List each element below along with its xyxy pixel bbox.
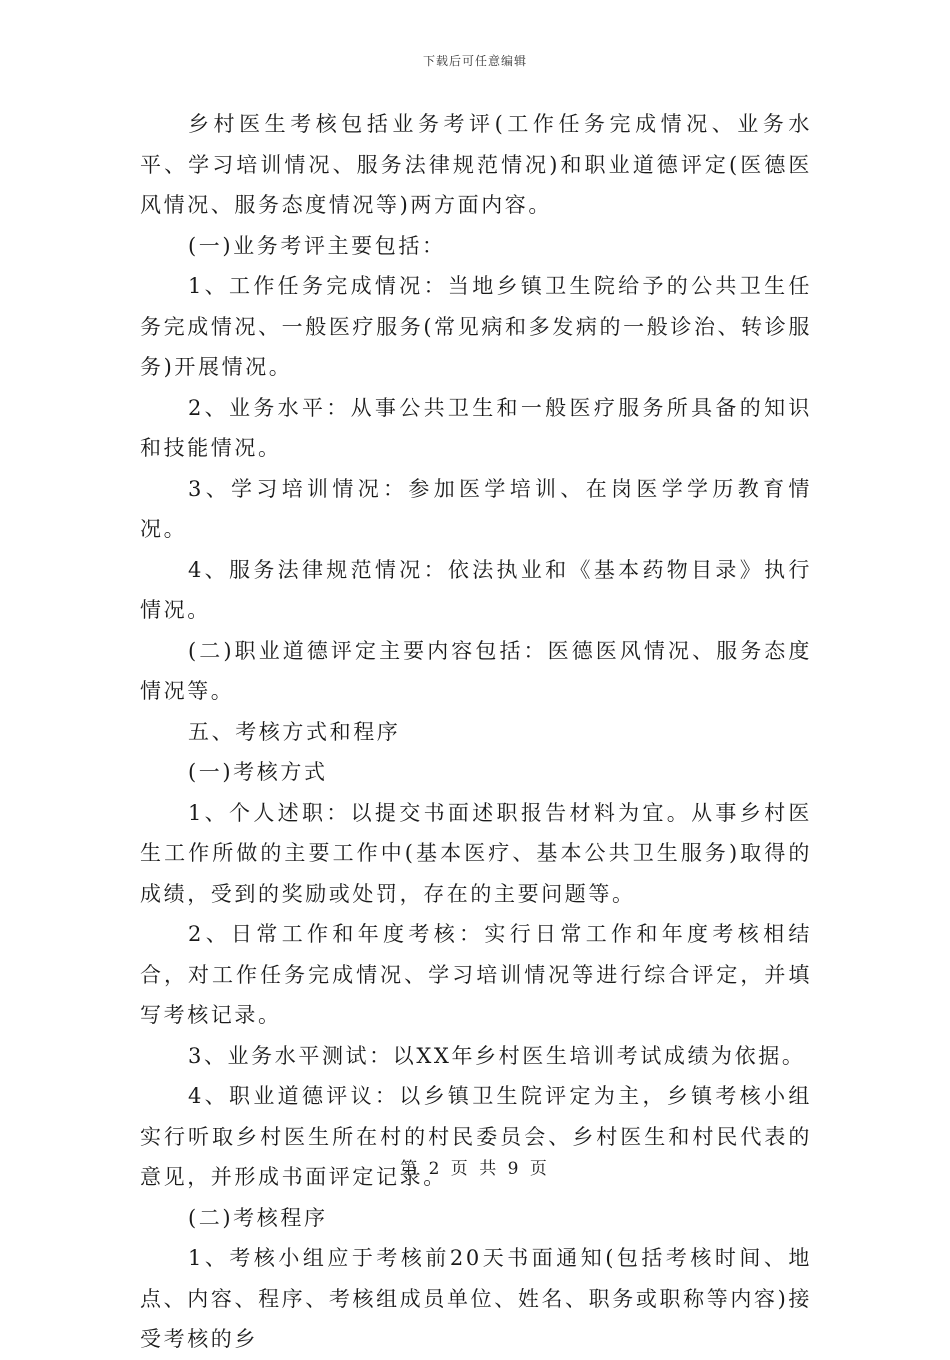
paragraph: 4、职业道德评议：以乡镇卫生院评定为主，乡镇考核小组实行听取乡村医生所在村的村民委员会、乡村医生和村民代表的意见，并形成书面评定记录。 [140, 1084, 812, 1189]
paragraph: 3、业务水平测试：以XX年乡村医生培训考试成绩为依据。 [188, 1043, 806, 1068]
paragraph: 1、个人述职：以提交书面述职报告材料为宜。从事乡村医生工作所做的主要工作中(基本医疗、基本公共卫生服务)取得的成绩，受到的奖励或处罚，存在的主要问题等。 [140, 800, 812, 906]
download-note: 下载后可任意编辑 [422, 54, 527, 68]
paragraph: 4、服务法律规范情况：依法执业和《基本药物目录》执行情况。 [140, 557, 812, 622]
paragraph: (二)职业道德评定主要内容包括：医德医风情况、服务态度情况等。 [140, 638, 812, 703]
section-heading: (一)业务考评主要包括： [188, 233, 446, 258]
paragraph: 2、业务水平：从事公共卫生和一般医疗服务所具备的知识和技能情况。 [140, 395, 812, 460]
paragraph: 乡村医生考核包括业务考评(工作任务完成情况、业务水平、学习培训情况、服务法律规范情况)和职业道德评定(医德医风情况、服务态度情况等)两方面内容。 [140, 112, 812, 217]
paragraph: 2、日常工作和年度考核：实行日常工作和年度考核相结合，对工作任务完成情况、学习培训情况等进行综合评定，并填写考核记录。 [140, 922, 812, 1027]
paragraph: 1、考核小组应于考核前20天书面通知(包括考核时间、地点、内容、程序、考核组成员单位、姓名、职务或职称等内容)接受考核的乡 [140, 1246, 812, 1351]
page-number: 第 2 页 共 9 页 [400, 1159, 550, 1179]
subsection-heading: (一)考核方式 [188, 760, 328, 784]
subsection-heading: (二)考核程序 [188, 1205, 328, 1230]
section-heading: 五、考核方式和程序 [188, 719, 401, 744]
paragraph: 1、工作任务完成情况：当地乡镇卫生院给予的公共卫生任务完成情况、一般医疗服务(常见病和多发病的一般诊治、转诊服务)开展情况。 [140, 274, 812, 379]
paragraph: 3、学习培训情况：参加医学培训、在岗医学学历教育情况。 [140, 476, 812, 541]
